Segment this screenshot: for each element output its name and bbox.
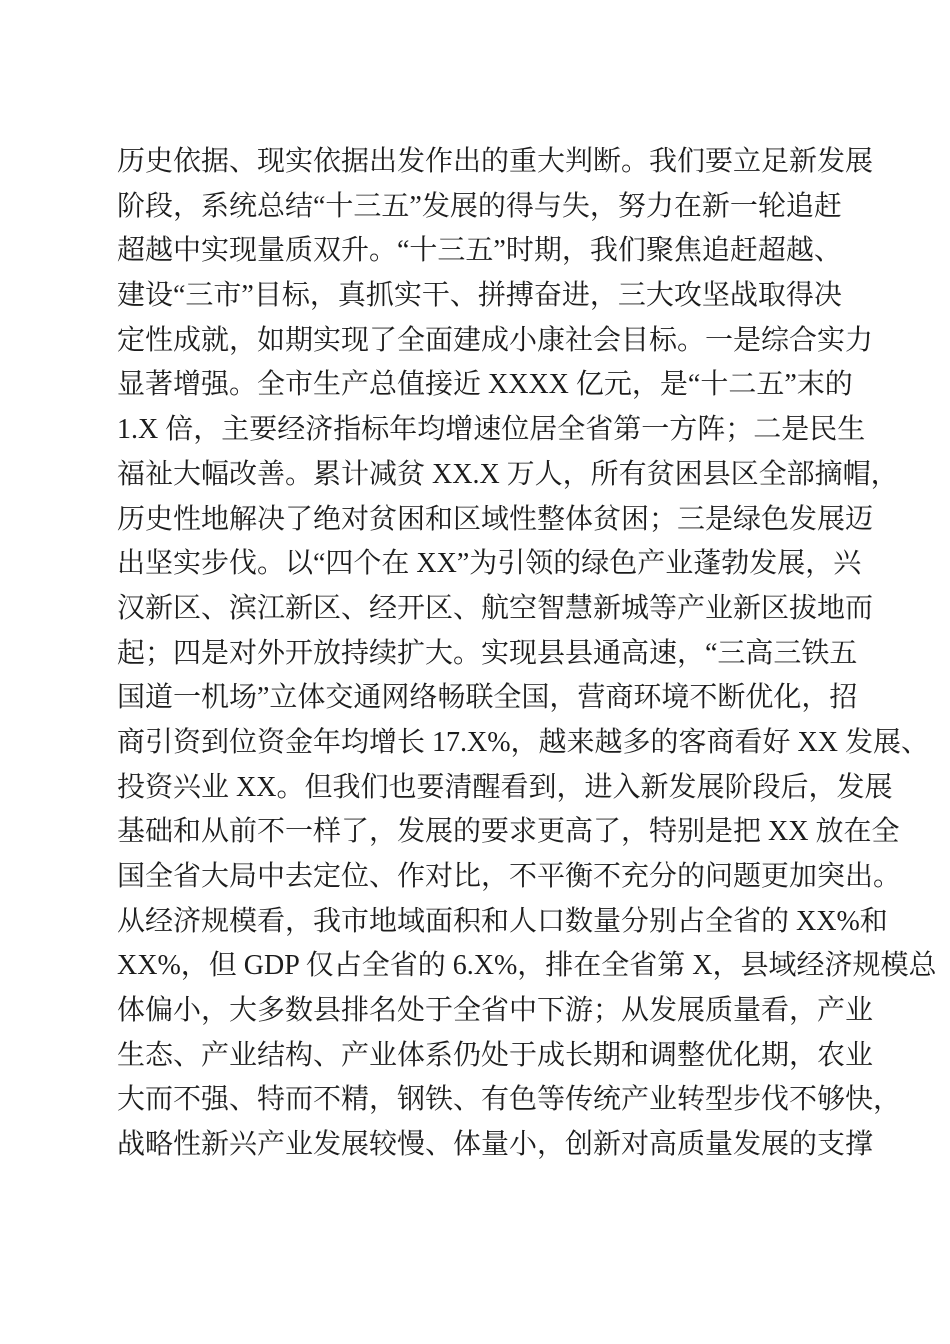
- text-line: XX%，但 GDP 仅占全省的 6.X%，排在全省第 X，县域经济规模总: [117, 950, 937, 982]
- text-line: 大而不强、特而不精，钢铁、有色等传统产业转型步伐不够快，: [117, 1084, 902, 1116]
- text-line: 投资兴业 XX。但我们也要清醒看到，进入新发展阶段后，发展: [117, 771, 893, 803]
- text-line: 国全省大局中去定位、作对比，不平衡不充分的问题更加突出。: [117, 861, 902, 892]
- text-line: 生态、产业结构、产业体系仍处于成长期和调整优化期，农业: [117, 1039, 874, 1071]
- text-line: 商引资到位资金年均增长 17.X%，越来越多的客商看好 XX 发展、: [117, 726, 929, 758]
- text-line: 福祉大幅改善。累计减贫 XX.X 万人，所有贫困县区全部摘帽，: [117, 458, 899, 490]
- text-line: 战略性新兴产业发展较慢、体量小，创新对高质量发展的支撑: [117, 1129, 874, 1161]
- text-line: 基础和从前不一样了，发展的要求更高了，特别是把 XX 放在全: [117, 816, 900, 848]
- text-line: 定性成就，如期实现了全面建成小康社会目标。一是综合实力: [117, 324, 874, 356]
- text-line: 汉新区、滨江新区、经开区、航空智慧新城等产业新区拔地而: [117, 592, 874, 624]
- text-line: 历史性地解决了绝对贫困和区域性整体贫困；三是绿色发展迈: [117, 503, 874, 535]
- body-text-block: [117, 140, 937, 1168]
- text-line: 建设“三市”目标，真抓实干、拼搏奋进，三大攻坚战取得决: [117, 280, 842, 312]
- text-line: 显著增强。全市生产总值接近 XXXX 亿元，是“十二五”末的: [117, 369, 853, 401]
- text-line: 国道一机场”立体交通网络畅联全国，营商环境不断优化，招: [117, 682, 858, 714]
- text-line: 1.X 倍，主要经济指标年均增速位居全省第一方阵；二是民生: [117, 414, 866, 446]
- text-line: 体偏小，大多数县排名处于全省中下游；从发展质量看，产业: [117, 995, 874, 1027]
- text-line: 超越中实现量质双升。“十三五”时期，我们聚焦追赶超越、: [117, 235, 842, 267]
- text-line: 阶段，系统总结“十三五”发展的得与失，努力在新一轮追赶: [117, 190, 842, 222]
- text-line: 历史依据、现实依据出发作出的重大判断。我们要立足新发展: [117, 146, 874, 177]
- text-line: 从经济规模看，我市地域面积和人口数量分别占全省的 XX%和: [117, 905, 888, 937]
- text-line: 出坚实步伐。以“四个在 XX”为引领的绿色产业蓬勃发展，兴: [117, 548, 862, 580]
- text-line: 起；四是对外开放持续扩大。实现县县通高速，“三高三铁五: [117, 637, 858, 669]
